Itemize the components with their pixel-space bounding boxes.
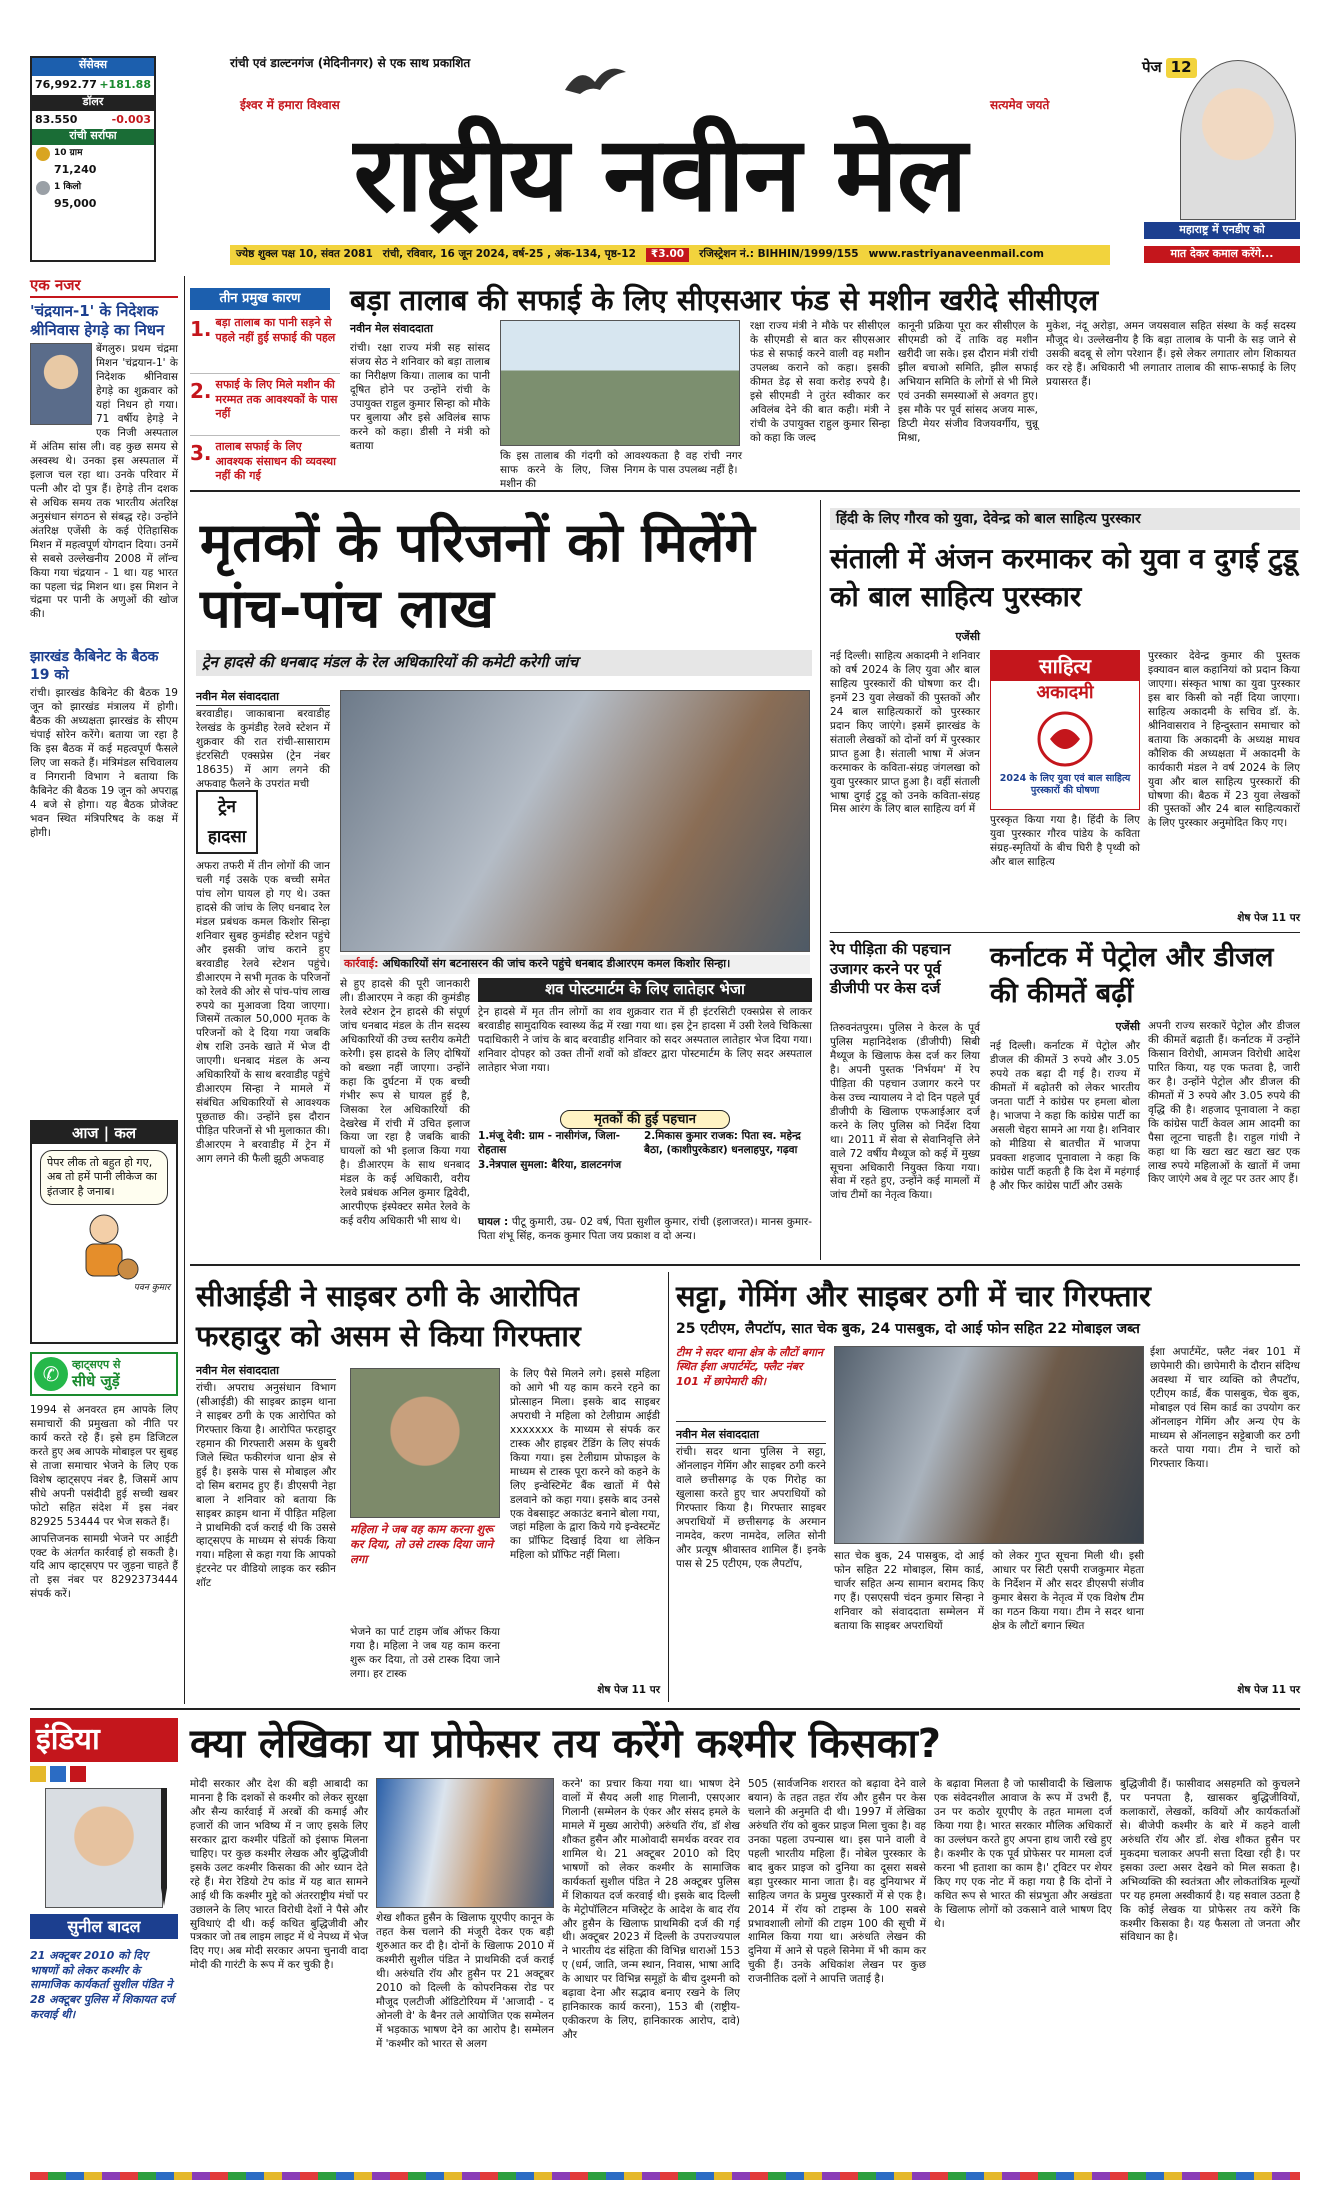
cid-text-2: भेजने का पार्ट टाइम जॉब ऑफर किया गया है। महिला ने जब यह काम करना शुरू कर दिया, तो उसे टास्क दिया जाने लगा। हर टास्क xyxy=(350,1626,500,1680)
satta-text-1: रांची। सदर थाना पुलिस ने सट्टा, ऑनलाइन गेमिंग और साइबर ठगी करने वाले छत्तीसगढ़ के एक गिरोह का खुलासा करते हुए चार अपराधियों को गिरफ्तार किया है। गिरफ्तार साइबर अपराधियों में छत्तीसगढ़ के अरमान नामदेव, करण नामदेव, ललित सोनी और प्रत्यूष श्रीवास्तव शामिल हैं। इनके पास से 25 एटीएम, एक लैपटॉप, xyxy=(676,1446,826,1570)
satta-subhead: 25 एटीएम, लैपटॉप, सात चेक बुक, 24 पासबुक, दो आई फोन सहित 22 मोबाइल जब्त xyxy=(676,1321,1140,1337)
satta-text-3: ईशा अपार्टमेंट, फ्लैट नंबर 101 में छापेमारी की। छापेमारी के दौरान संदिग्ध अवस्था में चार व्यक्ति को लैपटॉप, एटीएम कार्ड, बैंक पासबुक, चेक बुक, मोबाइल एवं सिम कार्ड का उपयोग कर ऑनलाइन गेमिंग और अन्य ऐप के माध्यम से ऑनलाइन सट्टेबाजी कर ठगी करते पाया गया। टीम ने चारों को गिरफ्तार किया। xyxy=(1150,1346,1300,1470)
silver-icon xyxy=(36,181,50,195)
whatsapp-para-1: 1994 से अनवरत हम आपके लिए समाचारों की प्रमुखता को नीति पर कार्य करते रहे हैं। इसे हम डिजिटल करते हुए अब आपके मोबाइल पर सुबह से ताजा समाचार भेजने के लिए एक विशेष व्हाट्सएप नंबर है, जिसमें आप सीधे अपनी पसंदीदी हुई सच्ची खबर फोटो सहित संदेश में इस नंबर 82925 53444 पर भेज सकते हैं। xyxy=(30,1404,178,1528)
sahitya-logo-top: साहित्य xyxy=(991,651,1139,681)
talab-col-1: रांची। रक्षा राज्य मंत्री सह सांसद संजय सेठ ने शनिवार को बड़ा तालाब का निरीक्षण किया। तालाब का पानी दूषित होने पर उन्होंने रांची के उपायुक्त राहुल कुमार सिन्हा को मौके पर बुलाया और इसे अविलंब साफ करने को कहा। डीसी ने मंत्री को बताया xyxy=(350,342,490,452)
kashmir-col-6: बुद्धिजीवी हैं। फासीवाद असहमति को कुचलने पर पनपता है, खासकर बुद्धिजीवियों, कलाकारों, लेखकों, कवियों और कार्यकर्ताओं से। बीजेपी कश्मीर के बारे में कहने वाली अरुंधति रॉय और डॉ. शेख शौकत हुसैन पर मुकदमा चलाकर अपनी सत्ता दिखा रही है। पर इसका उल्टा असर देखने को मिल सकता है। अभिव्यक्ति की स्वतंत्रता और लोकतांत्रिक मूल्यों पर यह हमला अस्वीकार्य है। यह सवाल उठता है कि कोई लेखक या प्रोफेसर तय करेंगे कि कश्मीर किसका है। यह फैसला तो जनता और संविधान का है। xyxy=(1120,1778,1300,1944)
talab-col-6: मुकेश, नंदू अरोड़ा, अमन जयसवाल सहित संस्था के कई सदस्य मौजूद थे। उल्लेखनीय है कि बड़ा तालाब के पानी के सड़ जाने से उसकी बदबू से लोग परेशान हैं। इसे लेकर लगातार लोग शिकायत कर रहे हैं। अधिकारी भी लगातार तालाब की साफ-सफाई के लिए प्रयासरत हैं। xyxy=(1046,320,1296,388)
sahitya-continue: शेष पेज 11 पर xyxy=(1237,912,1300,924)
promo-caption: महाराष्ट्र में एनडीए को xyxy=(1144,222,1300,239)
train-photo-caption xyxy=(340,955,810,974)
pm-head: शव पोस्टमार्टम के लिए लातेहार भेजा xyxy=(478,978,812,1002)
india-color-blocks xyxy=(30,1766,178,1782)
train-photo xyxy=(340,690,810,952)
bullion-label: रांची सर्राफा xyxy=(32,129,154,145)
reason-text-2: सफाई के लिए मिले मशीन की मरम्मत तक आवश्यकों के पास नहीं xyxy=(215,378,338,421)
silver-unit: 1 किलो xyxy=(54,181,82,192)
registration: रजिस्ट्रेशन नं.: BIHHIN/1999/155 xyxy=(699,248,859,261)
satta-photo-caption: सात चेक बुक, 24 पासबुक, दो आई फोन सहित 22 मोबाइल, सिम कार्ड, चार्जर सहित अन्य सामान बरामद किए गए हैं। एसएसपी चंदन कुमार सिन्हा ने शनिवार को संवाददाता सम्मेलन में बताया कि साइबर अपराधियों xyxy=(834,1550,984,1632)
rape-text: तिरुवनंतपुरम। पुलिस ने केरल के पूर्व पुलिस महानिदेशक (डीजीपी) सिबी मैथ्यूज के खिलाफ केस दर्ज कर लिया है। अपनी पुस्तक 'निर्भयम' में रेप पीड़िता की पहचान उजागर करने पर केस उच्च न्यायालय ने दो दिन पहले पूर्व डीजीपी के खिलाफ एफआईआर दर्ज करने के लिए पुलिस को निर्देश दिया था। 2011 में सेवा से सेवानिवृत्ति लेने वाले 72 वर्षीय मैथ्यूज को कई में मुख्य सूचना अधिकारी नियुक्त किया गया। सेवा में रहते हुए, उन्होंने कई मामलों में जांच टीमों का नेतृत्व किया। xyxy=(830,1022,980,1202)
whatsapp-text xyxy=(30,1404,178,1704)
reason-number-3: 3. xyxy=(190,441,212,465)
train-body-2: से हुए हादसे की पूरी जानकारी ली। डीआरएम ने कहा की कुमंडीह रेलवे स्टेशन ट्रेन हादसे की संपूर्ण जांच धनबाद मंडल के तीन सदस्य अधिकारियों की उच्च स्तरीय कमेटी करेगी। इस हादसे के लिए दोषियों को बख्शा नहीं जाएगा। उन्होंने कहा कि दुर्घटना में एक बच्ची गंभीर रूप से घायल हुई है, जिसका रेल अधिकारियों की देखरेख में रांची में उचित इलाज किया जा रहा है जबकि बाकी घायलों को भी इलाज किया गया है। डीआरएम के साथ धनबाद मंडल के कई अधिकारी, वरीय रेलवे प्रबंधक अनिल कुमार द्विवेदी, आरपीएफ इंस्पेक्टर समेत रेलवे के कई वरीय अधिकारी भी साथ थे। xyxy=(340,978,470,1228)
sahitya-col-2: पुरस्कृत किया गया है। हिंदी के लिए युवा पुरस्कार गौरव पांडेय के कविता संग्रह-स्मृतियों के बीच घिरी है पृथ्वी को और बाल साहित्य xyxy=(990,814,1140,868)
kashmir-photo xyxy=(376,1778,554,1908)
divider-3 xyxy=(30,1708,1300,1710)
train-body-1: अफरा तफरी में तीन लोगों की जान चली गई उसके एक बच्ची समेत पांच लोग घायल हो गए थे। उक्त हादसे की जांच के लिए धनबाद रेल मंडल प्रबंधक कमल किशोर सिन्हा शनिवार सुबह कुमंडीह स्टेशन पहुंचे और इसकी जांच कराने हुए बरवाडीह रेलवे स्टेशन पहुंचे। डीआरएम ने सभी मृतक के परिजनों को रेलवे की ओर से पांच-पांच लाख रुपये का मुआवजा दिया जाएगा। जिसमें तत्काल 50,000 मृतक के परिजनों को दे दिया गया जबकि शेष राशि उनके खाते में भेज दी जाएगी। धनबाद मंडल के अन्य अधिकारियों के साथ बरवाडीह पहुंचे डीआरएम सिन्हा ने मामले में संबंधित अधिकारियों से आवश्यक पूछताछ की। उन्होंने इस दौरान पीड़ित परिजनों से भी मुलाकात की। डीआरएम ने बरवाडीह में ट्रेन में आग लगने की फैली झूठी अफवाह xyxy=(196,860,330,1166)
whatsapp-line-1: व्हाट्सएप से xyxy=(72,1358,121,1372)
promo-photo xyxy=(1180,60,1296,220)
train-caption-label: कार्रवाई: xyxy=(344,957,379,970)
satta-photo xyxy=(834,1346,1144,1544)
ek-nazar-label: एक नजर xyxy=(30,276,178,298)
kashmir-headline: क्या लेखिका या प्रोफेसर तय करेंगे कश्मीर किसका? xyxy=(190,1721,942,1767)
cid-photo-caption: महिला ने जब वह काम करना शुरू कर दिया, तो उसे टास्क दिया जाने लगा xyxy=(350,1522,494,1566)
top-note: रांची एवं डाल्टनगंज (मेदिनीनगर) से एक साथ प्रकाशित xyxy=(230,56,471,70)
page-label: पेज xyxy=(1142,58,1162,76)
train-label xyxy=(196,790,258,854)
left-column xyxy=(30,276,178,855)
reason-text-3: तालाब सफाई के लिए आवश्यक संसाधन की व्यवस्था नहीं की गई xyxy=(215,440,336,483)
satta-text-2: को लेकर गुप्त सूचना मिली थी। इसी आधार पर सिटी एसपी राजकुमार मेहता के निर्देशन में और सदर डीएसपी संजीव कुमार बेसरा के नेतृत्व में एक विशेष टीम का गठन किया गया। टीम ने सदर थाना क्षेत्र के लौटों बगान स्थित xyxy=(992,1550,1144,1632)
dead-item-3: 3.नेत्रपाल सुमला: बैरिया, डालटनगंज xyxy=(478,1159,622,1172)
dollar-label: डॉलर xyxy=(32,95,154,111)
kashmir-col-1: मोदी सरकार और देश की बड़ी आबादी का मानना है कि दशकों से कश्मीर को लेकर सुरक्षा और सैन्य कार्रवाई में अरबों की कमाई और हजारों की जान भविष्य में न जाए इसके लिए सरकार द्वारा कश्मीर पंडितों को इंसाफ मिलना चाहिए। पर कुछ कश्मीर लेखक और बुद्धिजीवी इसके उलट कश्मीर किसका की ओर ध्यान देते रहे हैं। मेरा रेडियो टेप कांड में यह बात सामने आई थी कि कश्मीर मुद्दे को अंतरराष्ट्रीय मंचों पर उछालने के लिए भारत विरोधी देशों ने पैसे और सुविधाएं दी थी। कई कथित बुद्धिजीवी और पत्रकार जो तब लाइम लाइट में थे नेपथ्य में भेज दिए गए। अब मोदी सरकार अपना चुनावी वादा मोदी की गारंटी के रूप में कर चुकी है। xyxy=(190,1778,368,1972)
injured-head: घायल : xyxy=(478,1216,509,1228)
kal-label: कल xyxy=(114,1124,137,1142)
train-lead: बरवाडीह। जाकाबाना बरवाडीह रेलखंड के कुमंडीह रेलवे स्टेशन में शुक्रवार की रात रांची-सासाराम इंटरसिटी एक्सप्रेस (ट्रेन नंबर 18635) में आग लगने की अफवाह फैलने के उपरांत मची xyxy=(196,708,330,790)
cid-photo xyxy=(350,1368,500,1518)
edition-line: रांची, रविवार, 16 जून 2024, वर्ष-25 , अंक-134, पृष्ठ-12 xyxy=(382,248,636,261)
injured-text: पीटू कुमारी, उम्र- 02 वर्ष, पिता सुशील कुमार, रांची (इलाजरत)। मानस कुमार-पिता शंभू सिंह, कनक कुमार पिता जय प्रकाश व दो अन्य। xyxy=(478,1216,812,1242)
sahitya-col-1: नई दिल्ली। साहित्य अकादमी ने शनिवार को वर्ष 2024 के लिए युवा और बाल साहित्य पुरस्कारों की घोषणा कर दी। इनमें 23 युवा लेखकों की पुस्तकों और 24 बाल साहित्यकारों को पुरस्कार प्रदान किए जाएंगे। इसमें झारखंड के संताली लेखकों को दोनों वर्ग में पुरस्कार प्राप्त हुआ है। संताली भाषा में अंजन करमाकर के कविता-संग्रह जंगलखा को युवा पुरस्कार प्राप्त हुआ है। वहीं संताली भाषा दुगई टुडू को उनके कविता-संग्रह मिस आरंग के लिए बाल साहित्य वर्ग में xyxy=(830,650,980,816)
dead-head: मृतकों की हुई पहचान xyxy=(560,1110,730,1129)
author-note: 21 अक्टूबर 2010 को दिए भाषणों को लेकर कश्मीर के सामाजिक कार्यकर्ता सुशील पंडित ने 28 अक्टूबर पुलिस में शिकायत दर्ज करवाई थी। xyxy=(30,1948,175,2022)
train-byline: नवीन मेल संवाददाता xyxy=(196,690,330,706)
india-column xyxy=(30,1718,178,2154)
cid-text-1: रांची। अपराध अनुसंधान विभाग (सीआईडी) की साइबर क्राइम थाना ने साइबर ठगी के एक आरोपित को गिरफ्तार किया है। आरोपित फरहादुर रहमान की गिरफ्तारी असम के धुबरी जिले स्थित फकीरगंज थाना क्षेत्र से हुई है। इसके पास से मोबाइल और दो सिम बरामद हुए हैं। डीएसपी नेहा बाला ने शनिवार को बताया कि साइबर क्राइम थाना में पीड़ित महिला ने प्राथमिकी दर्ज कराई थी कि उससे व्हाट्सएप के माध्यम से संपर्क किया गया। महिला से कहा गया कि आपको इंटरनेट पर वीडियो लाइक कर स्क्रीन शॉट xyxy=(196,1382,336,1590)
dateline-bar xyxy=(230,245,1110,265)
page-number-box xyxy=(1142,58,1197,78)
rape-headline: रेप पीड़िता की पहचान उजागर करने पर पूर्व डीजीपी पर केस दर्ज xyxy=(830,940,951,997)
vertical-divider-mid xyxy=(820,500,821,1260)
page-number: 12 xyxy=(1166,58,1197,78)
sahitya-col-3: पुरस्कार देवेन्द्र कुमार की पुस्तक इक्यावन बाल कहानियां को प्रदान किया जाएगा। संस्कृत भाषा का युवा पुरस्कार इस बार किसी को नहीं दिया जाएगा। साहित्य अकादमी के सचिव डॉ. के. श्रीनिवासराव ने हिन्दुस्तान समाचार को बताया कि अकादमी के अध्यक्ष माधव कौशिक की अध्यक्षता में अकादमी के कार्यकारी मंडल ने वर्ष 2024 के लिए युवा और बाल साहित्य पुरस्कारों की घोषणा की। बैठक में 23 युवा लेखकों की पुस्तकों और 24 बाल साहित्यकारों के लिए पुरस्कार अनुमोदित किए गए। xyxy=(1148,650,1300,830)
divider-2 xyxy=(190,1264,1300,1266)
sahitya-byline: एजेंसी xyxy=(955,630,980,643)
india-label: इंडिया xyxy=(30,1718,178,1762)
gold-unit: 10 ग्राम xyxy=(54,148,83,159)
sensex-label: सेंसेक्स xyxy=(32,58,154,76)
markets-box xyxy=(30,56,156,262)
aaj-label: आज xyxy=(71,1124,99,1142)
sahitya-headline: संताली में अंजन करमाकर को युवा व दुगई टुडू को बाल साहित्य पुरस्कार xyxy=(830,542,1298,613)
sahitya-logo xyxy=(990,650,1140,810)
talab-col-5: कानूनी प्रक्रिया पूरा कर सीसीएल के सीएमडी को दें ताकि वह मशीन खरीदी जा सके। इस दौरान मंत्री रांची झील बचाओ समिति, झील सफाई अभियान समिति के लोगों से भी मिले एवं उनकी समस्याओं से अवगत हुए। इस मौके पर पूर्व सांसद अजय मारू, डिप्टी मेयर संजीव विजयवर्गीय, चुन्नू मिश्रा, xyxy=(898,320,1038,444)
divider-1 xyxy=(190,490,1300,492)
chandrayaan-text: बेंगलुरु। प्रथम चंद्रमा मिशन 'चंद्रयान-1' के निदेशक श्रीनिवास हेगड़े का शुक्रवार को यहां निधन हो गया। 71 वर्षीय हेगड़े ने एक निजी अस्पताल में अंतिम सांस ली। वह कुछ समय से अस्वस्थ थे। उनका इस अस्पताल में इलाज चल रहा था। उनके परिवार में पत्नी और दो पुत्र हैं। हेगड़े तीन दशक से अधिक समय तक भारतीय अंतरिक्ष अनुसंधान संगठन से संबद्ध रहे। उन्होंने अंतरिक्ष एजेंसी के कई ऐतिहासिक मिशन में महत्वपूर्ण योगदान दिया। उनमें से सबसे उल्लेखनीय 2008 में लॉन्च किया गया चंद्रयान - 1 था। यह भारत का पहला चंद्र मिशन था। इस मिशन ने चंद्रमा पर पानी के अणुओं की खोज की। xyxy=(30,343,178,621)
karnataka-headline: कर्नाटक में पेट्रोल और डीजल की कीमतें बढ़ीं xyxy=(990,942,1274,1009)
masthead-title: राष्ट्रीय नवीन मेल xyxy=(353,113,967,235)
talab-reasons xyxy=(190,316,340,498)
dollar-change: -0.003 xyxy=(111,112,151,126)
sensex-value: 76,992.77 xyxy=(35,78,97,91)
talab-col-2: कि इस तालाब की गंदगी को साफ करने के लिए, जिस मशीन की xyxy=(500,450,618,490)
satta-continue: शेष पेज 11 पर xyxy=(1237,1684,1300,1696)
left-divider xyxy=(184,276,185,1704)
karnataka-col-1: नई दिल्ली। कर्नाटक में पेट्रोल और डीजल की कीमतें 3 रुपये और 3.05 रुपये तक बढ़ा दी गई है। राज्य में कीमतों में बढ़ोतरी को लेकर भारतीय जनता पार्टी ने कांग्रेस पर हमला बोला है। भाजपा ने कहा कि कांग्रेस पार्टी का असली चेहरा सामने आ गया है। शनिवार को मीडिया से बातचीत में भाजपा प्रवक्ता शहजाद पूनावाला ने कहा कि कांग्रेस पार्टी कहती है कि देश में महंगाई है और फिर कांग्रेस पार्टी और उसके xyxy=(990,1040,1140,1192)
chandrayaan-headline: 'चंद्रयान-1' के निदेशक श्रीनिवास हेगड़े का निधन xyxy=(30,301,165,339)
kashmir-col-4: 505 (सार्वजनिक शरारत को बढ़ावा देने वाले बयान) के तहत तहत रॉय और हुसैन पर केस चलाने की अनुमति दी थी। 1997 में लेखिका अरुंधति रॉय को बुकर प्राइज मिला चुका है। वह उनका पहला उपन्यास था। इस पाने वाली वे पहली भारतीय महिला हैं। नोबेल पुरस्कार के बाद बुकर प्राइज को दुनिया का दूसरा सबसे बड़ा पुरस्कार माना जाता है। वह दुनियाभर में साहित्य जगत के प्रमुख पुरस्कारों में से एक है। 2014 में रॉय को टाइम्स के 100 सबसे प्रभावशाली लोगों की टाइम 100 की सूची में शामिल किया गया था। अरुंधति लेखन की दुनिया में आने से पहले सिनेमा में भी काम कर चुकी हैं। उनके अधिकांश लेखन पर कुछ राजनीतिक दलों ने आपत्ति जताई है। xyxy=(748,1778,926,1986)
kashmir-col-2: शेख शौकत हुसैन के खिलाफ यूएपीए कानून के तहत केस चलाने की मंजूरी देकर एक बड़ी शुरुआत कर दी है। दोनों के खिलाफ 2010 में कश्मीरी सुशील पंडित ने प्राथमिकी दर्ज कराई थी। अरुंधति रॉय और हुसैन पर 21 अक्टूबर 2010 को दिल्ली के कोपरनिकस रोड पर मौजूद एलटीजी ऑडिटोरियम में 'आजादी - द ओनली वे' के बैनर तले आयोजित एक सम्मेलन में भड़काऊ भाषण देने का आरोप है। सम्मेलन में 'कश्मीर को भारत से अलग xyxy=(376,1912,554,2050)
author-name: सुनील बादल xyxy=(30,1914,178,1939)
karnataka-col-2: अपनी राज्य सरकारें पेट्रोल और डीजल की कीमतें बढ़ाती हैं। कर्नाटक में उन्होंने किसान विरोधी, आमजन विरोधी आदेश पारित किया, यह एक फतवा है, जारी कर है। उन्होंने पेट्रोल और डीजल की कीमतों में 3 रुपये और 3.05 रुपये की वृद्धि की है। शहजाद पूनावाला ने कहा कि कांग्रेस पार्टी केवल आम आदमी का पैसा लूटना चाहती है। राहुल गांधी ने कहा था कि खटा खट खटा खट एक लाख रुपये महिलाओं के खातों में जमा किए जाएंगे अब वे लूट पर उतर आए हैं। xyxy=(1148,1020,1300,1186)
pen-icon xyxy=(156,1788,172,1908)
cartoon-bubble: पेपर लीक तो बहुत हो गए, अब तो हमें पानी लीकेज का इंतजार है जनाब। xyxy=(40,1150,168,1205)
sahitya-logo-caption: 2024 के लिए युवा एवं बाल साहित्य पुरस्कारों की घोषणा xyxy=(999,773,1131,796)
cabinet-headline: झारखंड कैबिनेट के बैठक 19 को xyxy=(30,649,159,683)
dead-item-2: 2.मिकास कुमार राजक: पिता स्व. महेन्द्र बैठा, (काशीपुरकेडार) धनलाहपुर, गढ़वा xyxy=(644,1130,801,1156)
talab-tag: तीन प्रमुख कारण xyxy=(190,288,330,310)
cid-text-3: के लिए पैसे मिलने लगे। इससे महिला को आगे भी यह काम करने रहने का प्रोत्साहन मिला। इसके बाद साइबर अपराधी ने महिला को टेलीग्राम आईडी xxxxxxx के माध्यम से संपर्क कर टास्क और हाइबर टेंडिंग के लिए संपर्क किया गया। इस टेलीग्राम प्रोफाइल के माध्यम से टास्क पूरा करने को कहने के लिए इन्वेस्टिमेंट बैंक खातों में पैसे डलवाने को कहा गया। इसके बाद उनसे एक वेबसाइट अकाउंट बनाने बोला गया, जहां महिला के द्वारा किये गये इन्वेस्टमेंट का प्रॉफिट दिखाई दिया था लेकिन महिला को प्रॉफिट नहीं मिला। xyxy=(510,1368,660,1562)
talab-col-3: आवश्यकता है वह रांची नगर निगम के पास उपलब्ध नहीं है। xyxy=(624,450,742,476)
cabinet-text: रांची। झारखंड कैबिनेट की बैठक 19 जून को झारखंड मंत्रालय में होगी। बैठक की अध्यक्षता झारखंड के सीएम चंपाई सोरेन करेंगे। बताया जा रहा है कि इस बैठक में कई महत्वपूर्ण फैसले लिए जा सकते हैं। मंत्रिमंडल सचिवालय व निगरानी विभाग ने बताया कि कैबिनेट की बैठक 19 जून को अपराह्न 4 बजे से होगा। यह बैठक प्रोजेक्ट भवन स्थित मंत्रिपरिषद के कक्ष में होगी। xyxy=(30,687,178,839)
talab-byline: नवीन मेल संवाददाता xyxy=(350,322,433,335)
silver-value: 95,000 xyxy=(54,196,97,210)
aaj-kal-box: आज | कल पेपर लीक तो बहुत हो गए, अब तो हमें पानी लीकेज का इंतजार है जनाब। पवन कुमार xyxy=(30,1120,178,1344)
promo-caption-2: मात देकर कमाल करेंगे... xyxy=(1144,246,1300,263)
cartoon-figure-icon xyxy=(66,1211,142,1283)
train-label-text: ट्रेन हादसा xyxy=(207,797,247,847)
kashmir-col-5: के बढ़ावा मिलता है जो फासीवादी के खिलाफ एक संवेदनशील आवाज के रूप में उभरी हैं, उन पर कठोर यूएपीए के तहत मामला दर्ज किया गया है। भारत सरकार मौलिक अधिकारों का उल्लंघन करते हुए अपना हाथ जारी रखे हुए है। कश्मीर के एक पूर्व प्रोफेसर पर मामला दर्ज करना भी हताशा का काम है।' ट्विटर पर शेयर किए गए एक नोट में कहा गया है कि दोनों ने कथित रूप से भारत की संप्रभुता और अखंडता के खिलाफ लोगों को उकसाने वाले भाषण दिए थे। xyxy=(934,1778,1112,1930)
website[interactable]: www.rastriyanaveenmail.com xyxy=(868,248,1044,261)
whatsapp-icon: ✆ xyxy=(34,1357,68,1391)
karnataka-byline: एजेंसी xyxy=(1115,1020,1140,1033)
tagline-right: सत्यमेव जयते xyxy=(990,98,1050,112)
sensex-change: +181.88 xyxy=(99,78,151,91)
train-subhead: ट्रेन हादसे की धनबाद मंडल के रेल अधिकारियों की कमेटी करेगी जांच xyxy=(196,650,812,676)
talab-col-4: रक्षा राज्य मंत्री ने मौके पर सीसीएल के सीएमडी से बात कर सीएसआर फंड से सफाई करने वाली वह मशीन उपलब्ध कराने को कहा। इसकी कीमत डेढ़ से सवा करोड़ रुपये है। इसे सीएमडी ने तुरंत स्वीकार कर अविलंब देने की बात कही। मंत्री ने रांची के उपायुक्त राहुल कुमार सिन्हा को कहा कि जल्द xyxy=(750,320,890,444)
reason-text-1: बड़ा तालाब का पानी सड़ने से पहले नहीं हुई सफाई की पहल xyxy=(215,316,336,344)
talab-headline: बड़ा तालाब की सफाई के लिए सीएसआर फंड से मशीन खरीदे सीसीएल xyxy=(350,283,1099,317)
cid-continue: शेष पेज 11 पर xyxy=(597,1684,660,1696)
cartoon-signature: पवन कुमार xyxy=(133,1282,170,1293)
cid-byline: नवीन मेल संवाददाता xyxy=(196,1364,336,1380)
satta-headline: सट्टा, गेमिंग और साइबर ठगी में चार गिरफ्तार xyxy=(676,1279,1151,1313)
price: ₹3.00 xyxy=(646,248,689,262)
whatsapp-line-2: सीधे जुड़ें xyxy=(72,1371,120,1390)
footer-color-strip xyxy=(30,2172,1300,2180)
dead-list xyxy=(478,1130,812,1216)
divider-sahitya xyxy=(830,932,1300,933)
reason-number-1: 1. xyxy=(190,317,212,341)
satta-byline: नवीन मेल संवाददाता xyxy=(676,1428,826,1444)
sahitya-logo-mid: अकादमी xyxy=(1036,682,1094,704)
train-caption-text: अधिकारियों संग बटनासरन की जांच करने पहुंचे धनबाद डीआरएम कमल किशोर सिन्हा। xyxy=(382,957,731,970)
satta-callout: टीम ने सदर थाना क्षेत्र के लौटों बगान स्थित ईशा अपार्टमेंट, फ्लैट नंबर 101 में छापेमारी की। xyxy=(676,1346,826,1422)
gold-value: 71,240 xyxy=(54,163,97,177)
sahitya-emblem-icon xyxy=(1030,709,1100,769)
train-headline: मृतकों के परिजनों को मिलेंगे पांच-पांच लाख xyxy=(200,511,755,640)
dateline: ज्येष्ठ शुक्ल पक्ष 10, संवत 2081 xyxy=(236,248,373,261)
whatsapp-para-2: आपत्तिजनक सामग्री भेजने पर आईटी एक्ट के अंतर्गत कार्रवाई हो सकती है। यदि आप व्हाट्सएप पर जुड़ना चाहते हैं तो इस नंबर पर 8292373444 संपर्क करें। xyxy=(30,1532,178,1601)
vertical-divider-lower xyxy=(668,1272,669,1702)
author-photo xyxy=(45,1788,163,1908)
tagline-left: ईश्वर में हमारा विश्वास xyxy=(240,98,340,112)
hegde-photo xyxy=(30,343,92,425)
dollar-value: 83.550 xyxy=(35,112,78,126)
cid-headline: सीआईडी ने साइबर ठगी के आरोपित फरहादुर को असम से किया गिरफ्तार xyxy=(196,1279,581,1353)
whatsapp-box[interactable] xyxy=(30,1352,178,1396)
bird-icon xyxy=(560,60,630,100)
kashmir-col-3: करने' का प्रचार किया गया था। भाषण देने वालों में सैयद अली शाह गिलानी, एसएआर गिलानी (सम्मेलन के एंकर और संसद हमले के मामले में मुख्य आरोपी) अरुंधति रॉय, डॉ शेख शौकत हुसैन और माओवादी समर्थक वरवर राव शामिल थे। 21 अक्टूबर 2010 को दिए भाषणों को लेकर कश्मीर के सामाजिक कार्यकर्ता सुशील पंडित ने 28 अक्टूबर पुलिस में शिकायत दर्ज करवाई थी। इसके बाद दिल्ली के मेट्रोपॉलिटन मजिस्ट्रेट के आदेश के बाद रॉय और हुसैन के खिलाफ प्राथमिकी दर्ज की गई थी। अक्टूबर 2023 में दिल्ली के उपराज्यपाल ने भारतीय दंड संहिता की विभिन्न धाराओं 153 ए (धर्म, जाति, जन्म स्थान, निवास, भाषा आदि के आधार पर विभिन्न समूहों के बीच दुश्मनी को बढ़ावा देना और सद्भाव बनाए रखने के लिए हानिकारक कार्य करना), 153 बी (राष्ट्रीय-एकीकरण के लिए, हानिकारक आरोप, दावे) और xyxy=(562,1778,740,2042)
talab-photo xyxy=(500,320,740,446)
reason-number-2: 2. xyxy=(190,379,212,403)
gold-icon xyxy=(36,147,50,161)
sahitya-kicker: हिंदी के लिए गौरव को युवा, देवेन्द्र को बाल साहित्य पुरस्कार xyxy=(830,508,1300,530)
injured-block xyxy=(478,1216,812,1256)
pm-text: ट्रेन हादसे में मृत तीन लोगों का शव शुक्रवार रात में ही इंटरसिटी एक्सप्रेस से लाकर बरवाडीह सामुदायिक स्वास्थ्य केंद्र में रखा गया था। इस ट्रेन हादसा में उसी रेलवे चिकित्सा पदाधिकारी ने जांच के बाद बरवाडीह शनिवार को सदर अस्पताल लातेहार भेज दिया गया। शनिवार दोपहर को उक्त तीनों शवों को डॉक्टर द्वारा पोस्टमार्टम के लिए सदर अस्पताल लातेहार भेजा गया। xyxy=(478,1006,812,1074)
dead-item-1: 1.मंजू देवी: ग्राम - नासीगंज, जिला-रोहतास xyxy=(478,1130,621,1156)
